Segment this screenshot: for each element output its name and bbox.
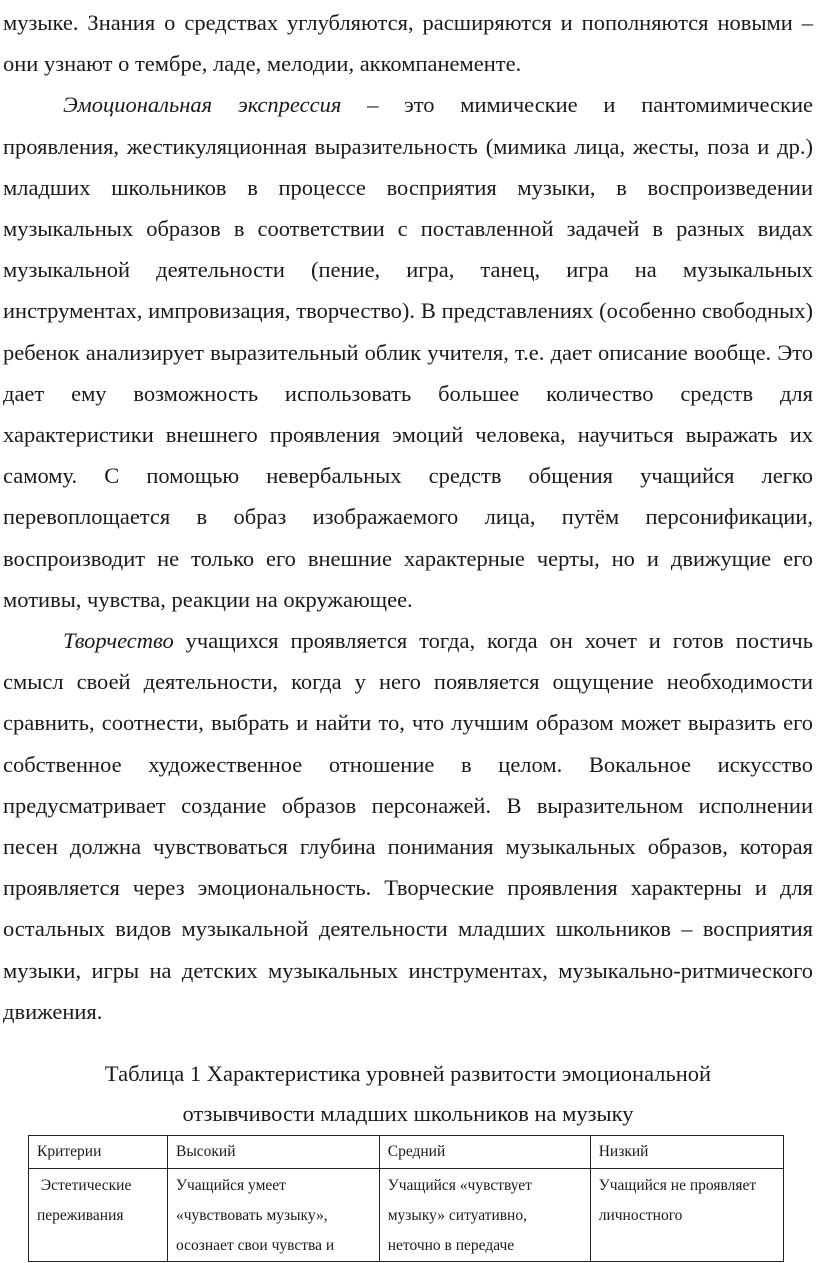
body-text — [3, 2, 813, 1032]
cell-low: Учащийся не проявляет личностного — [590, 1169, 783, 1262]
header-high: Высокий — [168, 1136, 380, 1169]
levels-table — [28, 1135, 784, 1262]
table-header-row — [29, 1136, 784, 1169]
header-criteria: Критерии — [29, 1136, 168, 1169]
table-body — [29, 1169, 784, 1262]
paragraph-1-text: музыке. Знания о средствах углубляются, расширяются и пополняются новыми – они узнают о тембре, ладе, мелодии, аккомпанементе. — [3, 10, 813, 77]
table-caption — [0, 1054, 816, 1134]
cell-criteria: Эстетические переживания — [29, 1169, 168, 1262]
paragraph-3-text: учащихся проявляется тогда, когда он хочет и готов постичь смысл своей деятельности, когда у него появляется ощущение необходимости сравнить, соотнести, выбрать и найти то, что лучшим образом может выразить его собственное художественное отношение в целом. Вокальное искусство предусматривает создание образов персонажей. В выразительном исполнении песен должна чувствоваться глубина понимания музыкальных образов, которая проявляется через эмоциональность. Творческие проявления характерны и для остальных видов музыкальной деятельности младших школьников – восприятия музыки, игры на детских музыкальных инструментах, музыкально-ритмического движения. — [3, 628, 813, 1024]
header-low: Низкий — [590, 1136, 783, 1169]
cell-medium: Учащийся «чувствует музыку» ситуативно, неточно в передаче — [379, 1169, 590, 1262]
header-medium: Средний — [379, 1136, 590, 1169]
paragraph-3 — [3, 620, 813, 1032]
paragraph-2 — [3, 84, 813, 620]
table-row — [29, 1169, 784, 1262]
paragraph-2-text: – это мимические и пантомимические проявления, жестикуляционная выразительность (мимика лица, жесты, поза и др.) младших школьников в процессе восприятия музыки, в воспроизведении музыкальных образов в соответствии с поставленной задачей в разных видах музыкальной деятельности (пение, игра, танец, игра на музыкальных инструментах, импровизация, творчество). В представлениях (особенно свободных) ребенок анализирует выразительный облик учителя, т.е. дает описание вообще. Это дает ему возможность использовать большее количество средств для характеристики внешнего проявления эмоций человека, научиться выражать их самому. С помощью невербальных средств общения учащийся легко перевоплощается в образ изображаемого лица, путём персонификации, воспроизводит не только его внешние характерные черты, но и движущие его мотивы, чувства, реакции на окружающее. — [3, 92, 813, 612]
table-caption-line-2: отзывчивости младших школьников на музыку — [182, 1101, 634, 1126]
cell-high: Учащийся умеет «чувствовать музыку», осознает свои чувства и — [168, 1169, 380, 1262]
paragraph-3-term: Творчество — [63, 628, 174, 654]
paragraph-1 — [3, 2, 813, 84]
table-header — [29, 1136, 784, 1169]
table-caption-line-1: Таблица 1 Характеристика уровней развитости эмоциональной — [104, 1061, 712, 1086]
paragraph-2-term: Эмоциональная экспрессия — [63, 92, 342, 118]
